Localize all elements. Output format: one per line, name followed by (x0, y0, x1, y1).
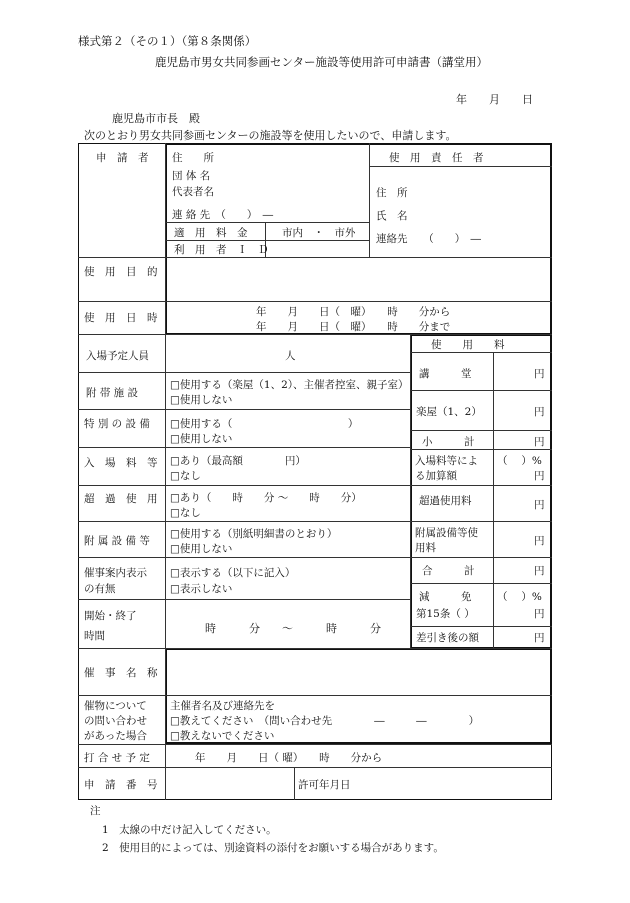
inquiry-label-line2: の問い合わせ (84, 715, 147, 727)
times-label-line1: 開始・終了 (84, 610, 137, 622)
notice-label-line1: 催事案内表示 (84, 567, 147, 579)
responsible-contact-label: 連絡先 （ ） ― (376, 233, 481, 245)
fee-reduction-label2: 第15条（ ） (416, 608, 475, 620)
inquiry-yes-checkbox[interactable]: □教えてください （問い合わせ先 ― ― ） (170, 715, 480, 727)
note-2: 2 使用目的によっては、別途資料の添付をお願いする場合があります。 (102, 842, 444, 854)
datetime-label: 使 用 日 時 (84, 312, 158, 324)
fee-subtotal-yen: 円 (534, 436, 545, 448)
attendance-label: 入場予定人員 (86, 350, 149, 362)
facilities-use-checkbox[interactable]: □使用する（楽屋（1、2）、主催者控室、親子室） (170, 379, 409, 391)
facilities-nouse-checkbox[interactable]: □使用しない (170, 394, 233, 406)
meeting-label: 打 合 せ 予 定 (84, 752, 150, 764)
times-label-line2: 時間 (84, 630, 105, 642)
responsible-name-label: 氏 名 (376, 210, 408, 222)
note-1: 1 太線の中だけ記入してください。 (102, 824, 277, 836)
overtime-yes-checkbox[interactable]: □あり（ 時 分 ～ 時 分） (170, 492, 362, 504)
addressee: 鹿児島市市長 殿 (112, 112, 200, 125)
notice-hide-checkbox[interactable]: □表示しない (170, 583, 233, 595)
fee-reduction-label1: 減 免 (419, 591, 472, 603)
admission-label: 入 場 料 等 (84, 457, 158, 469)
responsible-address-label: 住 所 (376, 187, 408, 199)
fees-header: 使 用 料 (431, 339, 505, 351)
app-number-label: 申 請 番 号 (84, 779, 158, 791)
attendance-unit: 人 (285, 350, 296, 362)
inquiry-no-checkbox[interactable]: □教えないでください (170, 730, 275, 742)
overtime-label: 超 過 使 用 (84, 493, 158, 505)
equipment-label: 附 属 設 備 等 (84, 535, 150, 547)
intro-text: 次のとおり男女共同参画センターの施設等を使用したいので、申請します。 (84, 129, 457, 142)
special-label: 特 別 の 設 備 (84, 418, 150, 430)
datetime-from[interactable]: 年 月 日（ 曜） 時 分から (256, 306, 451, 318)
applicant-address-label: 住 所 (172, 152, 214, 164)
fee-total-yen: 円 (534, 565, 545, 577)
special-nouse-checkbox[interactable]: □使用しない (170, 433, 233, 445)
notice-label-line2: の有無 (84, 583, 116, 595)
fee-reduction-yen: 円 (534, 608, 545, 620)
event-name-field[interactable] (170, 652, 548, 692)
fee-green-room-yen: 円 (534, 406, 545, 418)
fee-overtime-yen: 円 (534, 499, 545, 511)
admission-no-checkbox[interactable]: □なし (170, 470, 201, 482)
fee-hall-yen: 円 (534, 368, 545, 380)
fee-green-room-label: 楽屋（1、2） (416, 406, 482, 418)
date-line: 年 月 日 (456, 93, 533, 106)
purpose-label: 使 用 目 的 (84, 266, 158, 278)
notes-title: 注 (90, 805, 101, 817)
purpose-field[interactable] (170, 260, 548, 298)
applicant-label: 申 請 者 (96, 152, 149, 164)
responsible-header: 使 用 責 任 者 (389, 152, 484, 164)
inquiry-label-line1: 催物について (84, 700, 147, 712)
times-value[interactable]: 時 分 ～ 時 分 (205, 622, 381, 635)
inquiry-intro: 主催者名及び連絡先を (170, 700, 275, 712)
applicant-org-label: 団 体 名 (172, 170, 211, 182)
fee-after-yen: 円 (534, 632, 545, 644)
applicant-contact-label: 連 絡 先 （ ） ― (172, 209, 274, 221)
fee-type-value[interactable]: 市内 ・ 市外 (282, 227, 356, 239)
form-title: 鹿児島市男女共同参画センター施設等使用許可申請書（講堂用） (155, 55, 489, 69)
special-use-checkbox[interactable]: □使用する（ ） (170, 418, 359, 430)
fee-equipment-label2: 用料 (415, 542, 436, 554)
fee-total-label: 合 計 (422, 565, 475, 577)
fee-after-label: 差引き後の額 (416, 632, 479, 644)
facilities-label: 附 帯 施 設 (86, 387, 139, 399)
fee-type-label: 適 用 料 金 (174, 227, 248, 239)
overtime-no-checkbox[interactable]: □なし (170, 507, 201, 519)
meeting-value[interactable]: 年 月 日（ 曜） 時 分から (195, 752, 383, 764)
permit-date-label: 許可年月日 (298, 779, 351, 791)
fee-subtotal-label: 小 計 (422, 436, 475, 448)
equipment-nouse-checkbox[interactable]: □使用しない (170, 543, 233, 555)
fee-equipment-yen: 円 (534, 535, 545, 547)
fee-surcharge-yen: 円 (534, 470, 545, 482)
datetime-to[interactable]: 年 月 日（ 曜） 時 分まで (256, 321, 451, 333)
notice-show-checkbox[interactable]: □表示する（以下に記入） (170, 567, 296, 579)
equipment-use-checkbox[interactable]: □使用する（別紙明細書のとおり） (170, 528, 338, 540)
fee-surcharge-label2: る加算額 (415, 470, 457, 482)
applicant-rep-label: 代表者名 (172, 186, 214, 198)
fee-overtime-label: 超過使用料 (419, 495, 472, 507)
event-name-label: 催 事 名 称 (84, 667, 158, 679)
inquiry-label-line3: があった場合 (84, 730, 147, 742)
form-number: 様式第２（その１）（第８条関係） (78, 34, 257, 48)
fee-hall-label: 講 堂 (419, 368, 472, 380)
fee-surcharge-label1: 入場料等によ (415, 455, 478, 467)
fee-equipment-label1: 附属設備等使 (415, 527, 478, 539)
user-id-label: 利 用 者 Ｉ Ｄ (174, 244, 269, 256)
admission-yes-checkbox[interactable]: □あり（最高額 円） (170, 455, 306, 467)
fee-reduction-percent[interactable]: （ ）% (497, 591, 542, 603)
fee-surcharge-percent[interactable]: （ ）% (497, 455, 542, 467)
